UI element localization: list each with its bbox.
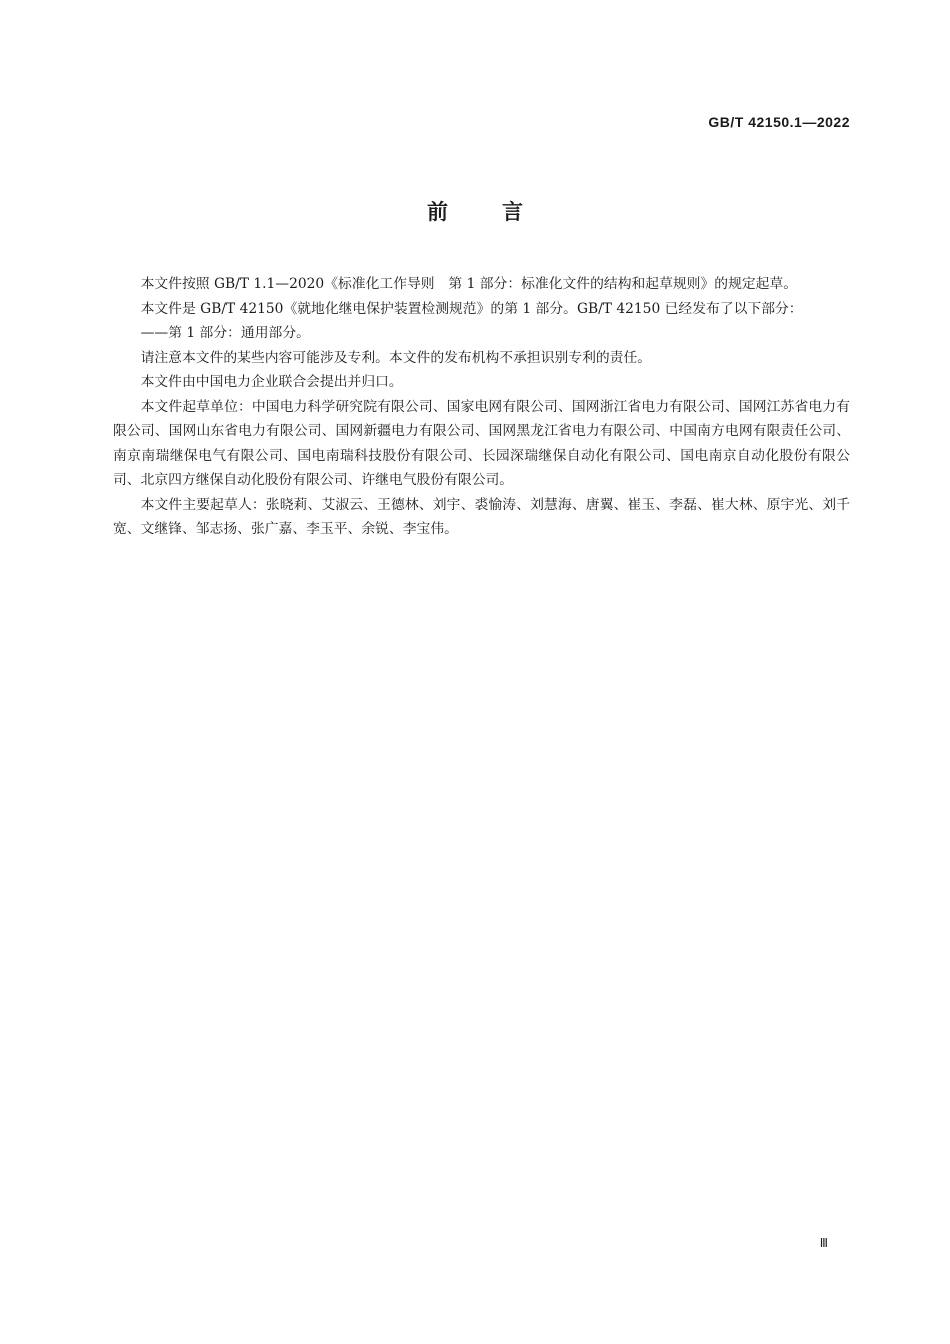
standard-number: GB/T 42150.1—2022 — [708, 114, 850, 130]
paragraph-proposer: 本文件由中国电力企业联合会提出并归口。 — [140, 374, 403, 390]
paragraph-patent-notice: 请注意本文件的某些内容可能涉及专利。本文件的发布机构不承担识别专利的责任。 — [140, 349, 652, 366]
page-title: 前言 — [427, 200, 577, 224]
paragraph-drafters: 本文件主要起草人：张晓莉、艾淑云、王德林、刘宇、裘愉涛、刘慧海、唐翼、崔玉、李磊、崔大林、原宇光、刘千宽、文继锋、邹志扬、张广嘉、李玉平、余锐、李宝伟。 — [113, 496, 850, 537]
paragraph-series-parts: 本文件是 GB/T 42150《就地化继电保护装置检测规范》的第 1 部分。GB/T 42150 已经发布了以下部分： — [140, 300, 803, 317]
page-number: Ⅲ — [819, 1236, 828, 1250]
paragraph-drafting-rules: 本文件按照 GB/T 1.1—2020《标准化工作导则 第 1 部分：标准化文件的结构和起草规则》的规定起草。 — [140, 276, 798, 292]
paragraph-part-list-item: ——第 1 部分：通用部分。 — [140, 325, 310, 341]
paragraph-drafting-units: 本文件起草单位：中国电力科学研究院有限公司、国家电网有限公司、国网浙江省电力有限公司、国网江苏省电力有限公司、国网山东省电力有限公司、国网新疆电力有限公司、国网黑龙江省电力有限公司、中国南方电网有限责任公司、南京南瑞继保电气有限公司、国电南瑞科技股份有限公司、长园深瑞继保自动化有限公司、国电南京自动化股份有限公司、北京四方继保自动化股份有限公司、许继电气股份有限公司。 — [113, 398, 850, 488]
document-body — [113, 272, 850, 542]
